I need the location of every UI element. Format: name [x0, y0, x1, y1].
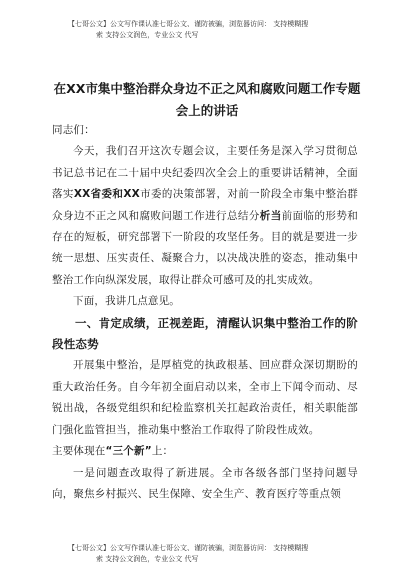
paragraph-background: 开展集中整治，是厚植党的执政根基、回应群众深切期盼的重大政治任务。自今年初全面启动以来，全市上下闻令而动、尽锐出战，各级党组织和纪检监察机关扛起政治责任，相关职能部门强化监管担当，推动集中整治工作取得了阶段性成效。: [52, 359, 358, 436]
section-heading-1: 一、肯定成绩，正视差距，清醒认识集中整治工作的阶段性态势: [52, 315, 358, 352]
three-new-text-1: 主要体现在: [52, 445, 106, 458]
header-line-1: 【七哥公文】公文写作课认准七哥公文、谨防被骗，浏览器访问： 支持模糊搜: [68, 20, 309, 28]
intro-bold-province: XX省委和XX: [73, 188, 140, 201]
paragraph-three-new: [52, 441, 358, 462]
page-footer: [0, 543, 410, 565]
three-new-bold: “三个新”: [105, 445, 152, 458]
three-new-text-2: 上：: [151, 445, 174, 458]
intro-bold-analysis: 析当: [259, 209, 282, 222]
header-line-2: 索 支持公文润色，专业公文 代写: [96, 31, 199, 39]
document-title: 在XX市集中整治群众身边不正之风和腐败问题工作专题会上的讲话: [53, 81, 361, 118]
paragraph-opinions: 下面，我讲几点意见。: [73, 295, 180, 308]
paragraph-intro: [52, 141, 358, 291]
footer-line-2: 索 支持公文润色，专业公文 代写: [96, 555, 199, 563]
footer-line-1: 【七哥公文】公文写作课认准七哥公文、谨防被骗，浏览器访问： 支持模糊搜: [68, 544, 309, 552]
paragraph-progress: 一是问题查改取得了新进展。全市各级各部门坚持问题导向，聚焦乡村振兴、民生保障、安全生产、教育医疗等重点领: [52, 466, 358, 500]
intro-text-3: 前面临的形势和存在的短板，研究部署下一阶段的攻坚任务。目的就是要进一步统一思想、压实责任、凝聚合力，以决战决胜的姿态，推动集中整治工作向纵深发展，取得让群众可感可及的扎实成效。: [52, 209, 358, 286]
intro-text-1: 今天，我们召开这次专题会议，主要任务是深入学习贯彻总书记总书记在二十届中央纪委四次全会上的重要讲话精神，全面落实: [52, 145, 358, 201]
intro-text-2: 市委的决策部署，对前一阶段全市集中整治群众身边不正之风和腐败问题工作进行总结分: [52, 188, 358, 222]
page-header: [0, 19, 410, 41]
salutation: 同志们：: [52, 124, 95, 136]
document-body: [52, 120, 358, 505]
